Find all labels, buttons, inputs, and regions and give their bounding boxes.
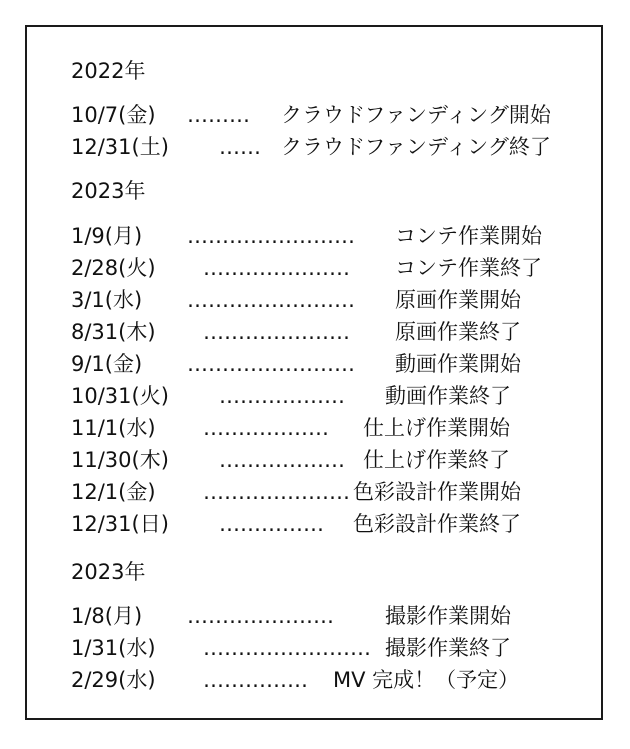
entry-date: 9/1(金) (71, 352, 143, 376)
entry-dots: …………………… (187, 224, 355, 248)
year-heading: 2023年 (71, 560, 146, 584)
entry-dots: ……………… (219, 448, 345, 472)
entry-date: 11/1(水) (71, 416, 156, 440)
entry-dots: ……………… (219, 384, 345, 408)
entry-date: 8/31(木) (71, 320, 156, 344)
entry-dots: ………………… (203, 320, 350, 344)
entry-dots: ……… (187, 103, 250, 127)
entry-date: 1/8(月) (71, 604, 143, 628)
entry-date: 10/31(火) (71, 384, 169, 408)
entry-dots: ………………… (187, 604, 334, 628)
entry-dots: ………………… (203, 256, 350, 280)
entry-date: 2/29(水) (71, 668, 156, 692)
entry-event: 撮影作業開始 (385, 604, 511, 628)
entry-dots: …… (219, 135, 261, 159)
entry-event: コンテ作業開始 (395, 224, 542, 248)
entry-dots: …………… (219, 512, 324, 536)
entry-dots: ………………… (203, 480, 350, 504)
entry-event: 色彩設計作業終了 (353, 512, 521, 536)
entry-event: クラウドファンディング終了 (281, 135, 551, 159)
entry-dots: …………………… (187, 288, 355, 312)
entry-date: 12/1(金) (71, 480, 156, 504)
entry-date: 3/1(水) (71, 288, 143, 312)
entry-date: 2/28(火) (71, 256, 156, 280)
entry-dots: ……………… (203, 416, 329, 440)
entry-dots: …………………… (187, 352, 355, 376)
entry-date: 10/7(金) (71, 103, 156, 127)
entry-event: 仕上げ作業開始 (363, 416, 510, 440)
entry-date: 12/31(土) (71, 135, 169, 159)
entry-event: MV 完成！（予定） (333, 668, 520, 692)
entry-event: 原画作業終了 (395, 320, 521, 344)
entry-event: 原画作業開始 (395, 288, 521, 312)
entry-dots: …………… (203, 668, 308, 692)
entry-event: クラウドファンディング開始 (281, 103, 551, 127)
entry-date: 1/31(水) (71, 636, 156, 660)
year-heading: 2023年 (71, 179, 146, 203)
entry-event: 動画作業終了 (385, 384, 511, 408)
entry-event: 仕上げ作業終了 (363, 448, 510, 472)
entry-date: 11/30(木) (71, 448, 169, 472)
entry-event: 動画作業開始 (395, 352, 521, 376)
year-heading: 2022年 (71, 59, 146, 83)
entry-dots: …………………… (203, 636, 371, 660)
entry-date: 12/31(日) (71, 512, 169, 536)
entry-event: コンテ作業終了 (395, 256, 542, 280)
schedule-frame (25, 25, 603, 720)
entry-event: 撮影作業終了 (385, 636, 511, 660)
entry-event: 色彩設計作業開始 (353, 480, 521, 504)
entry-date: 1/9(月) (71, 224, 143, 248)
